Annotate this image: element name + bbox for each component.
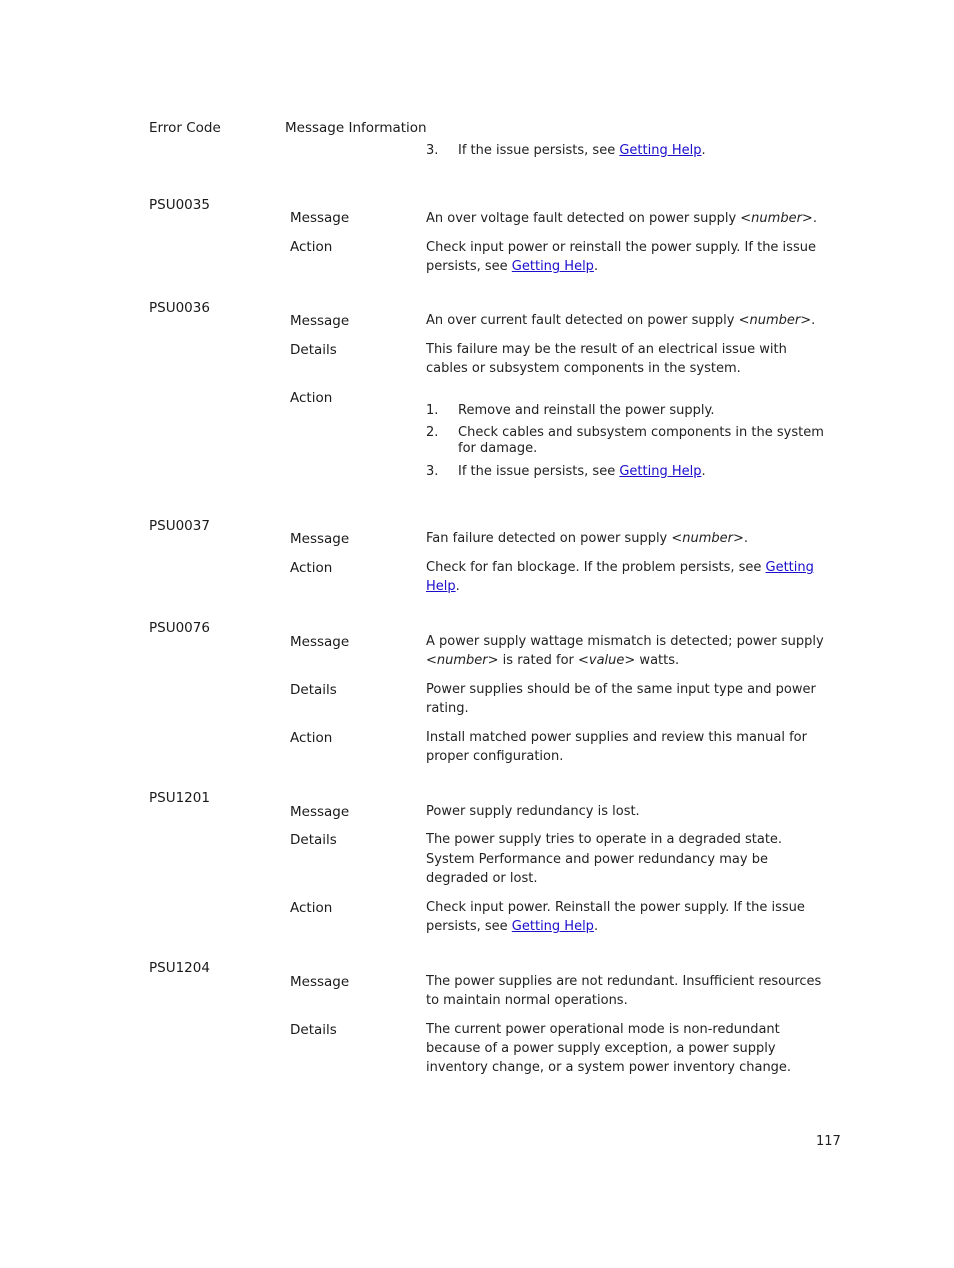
error-code-psu1201: PSU1201 [149, 790, 210, 806]
action-text-line: proper configuration. [426, 749, 564, 764]
details-text-line: inventory change, or a system power inventory change. [426, 1060, 792, 1075]
getting-help-link[interactable]: Getting [765, 560, 814, 575]
details-label: Details [290, 1022, 337, 1038]
details-label: Details [290, 342, 337, 358]
message-text: Power supply redundancy is lost. [426, 804, 640, 819]
message-text: Fan failure detected on power supply <number>. [426, 531, 749, 546]
error-code-psu1204: PSU1204 [149, 960, 210, 976]
details-text-line: Power supplies should be of the same input type and power [426, 682, 816, 697]
column-header-message-information: Message Information [285, 120, 427, 136]
message-label: Message [290, 634, 350, 650]
message-text-line: to maintain normal operations. [426, 993, 628, 1008]
getting-help-link[interactable]: Getting Help [511, 919, 594, 934]
step-text: for damage. [458, 441, 538, 456]
details-label: Details [290, 832, 337, 848]
message-label: Message [290, 804, 350, 820]
action-label: Action [290, 239, 333, 255]
step-number: 3. [426, 464, 439, 479]
step-number: 3. [426, 143, 439, 158]
action-label: Action [290, 730, 333, 746]
getting-help-link[interactable]: Getting Help [619, 464, 702, 479]
details-text-line: The power supply tries to operate in a degraded state. [426, 832, 783, 847]
step-text: If the issue persists, see Getting Help. [458, 143, 706, 158]
error-code-psu0035: PSU0035 [149, 197, 210, 213]
message-label: Message [290, 313, 350, 329]
details-text-line: because of a power supply exception, a power supply [426, 1041, 776, 1056]
action-text-line: Check input power or reinstall the power supply. If the issue [426, 240, 816, 255]
action-text-line: Check for fan blockage. If the problem persists, see Getting [426, 560, 814, 575]
action-text-line: Check input power. Reinstall the power supply. If the issue [426, 900, 805, 915]
action-label: Action [290, 900, 333, 916]
details-text-line: This failure may be the result of an electrical issue with [426, 342, 787, 357]
action-label: Action [290, 560, 333, 576]
details-text-line: System Performance and power redundancy may be [426, 852, 768, 867]
error-code-psu0037: PSU0037 [149, 518, 210, 534]
details-text-line: degraded or lost. [426, 871, 538, 886]
step-text: Check cables and subsystem components in the system [458, 425, 824, 440]
step-text: Remove and reinstall the power supply. [458, 403, 715, 418]
action-label: Action [290, 390, 333, 406]
action-text-line: Help. [426, 579, 460, 594]
message-text-line: <number> is rated for <value> watts. [426, 653, 680, 668]
details-text-line: rating. [426, 701, 469, 716]
details-label: Details [290, 682, 337, 698]
step-text: If the issue persists, see Getting Help. [458, 464, 706, 479]
column-header-error-code: Error Code [149, 120, 221, 136]
message-label: Message [290, 210, 350, 226]
getting-help-link[interactable]: Help [426, 579, 456, 594]
step-number: 2. [426, 425, 439, 440]
action-text-line: persists, see Getting Help. [426, 919, 599, 934]
message-label: Message [290, 531, 350, 547]
message-text: An over current fault detected on power supply <number>. [426, 313, 816, 328]
getting-help-link[interactable]: Getting Help [619, 143, 702, 158]
message-text-line: The power supplies are not redundant. Insufficient resources [426, 974, 822, 989]
action-text-line: Install matched power supplies and review this manual for [426, 730, 807, 745]
action-text-line: persists, see Getting Help. [426, 259, 599, 274]
step-number: 1. [426, 403, 439, 418]
details-text-line: The current power operational mode is non-redundant [426, 1022, 780, 1037]
message-text-line: A power supply wattage mismatch is detected; power supply [426, 634, 824, 649]
details-text-line: cables or subsystem components in the system. [426, 361, 741, 376]
getting-help-link[interactable]: Getting Help [511, 259, 594, 274]
page-number: 117 [816, 1134, 841, 1149]
message-label: Message [290, 974, 350, 990]
error-code-psu0036: PSU0036 [149, 300, 210, 316]
error-code-psu0076: PSU0076 [149, 620, 210, 636]
message-text: An over voltage fault detected on power supply <number>. [426, 211, 817, 226]
